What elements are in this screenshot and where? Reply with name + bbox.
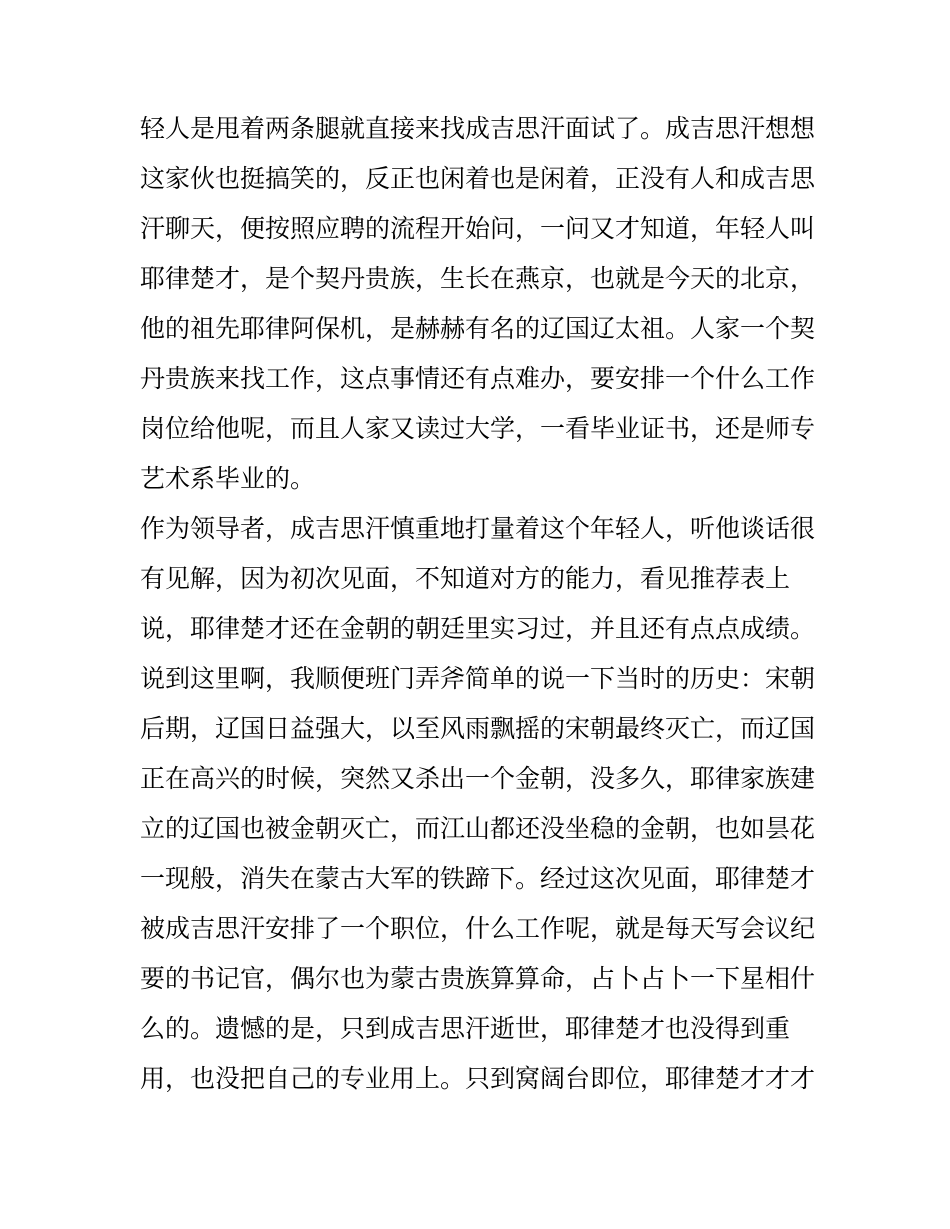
text-line: 艺术系毕业的。 bbox=[140, 464, 316, 493]
text-line: 要的书记官，偶尔也为蒙古贵族算算命，占卜占卜一下星相什 bbox=[140, 964, 816, 993]
text-line: 岗位给他呢，而且人家又读过大学，一看毕业证书，还是师专 bbox=[140, 414, 816, 443]
text-line: 耶律楚才，是个契丹贵族，生长在燕京，也就是今天的北京， bbox=[140, 264, 816, 293]
body-text bbox=[140, 104, 820, 1104]
text-line: 正在高兴的时候，突然又杀出一个金朝，没多久，耶律家族建 bbox=[140, 764, 816, 793]
text-line: 轻人是甩着两条腿就直接来找成吉思汗面试了。成吉思汗想想 bbox=[140, 114, 816, 143]
text-line: 后期，辽国日益强大，以至风雨飘摇的宋朝最终灭亡，而辽国 bbox=[140, 714, 816, 743]
text-line: 说，耶律楚才还在金朝的朝廷里实习过，并且还有点点成绩。 bbox=[140, 614, 816, 643]
text-line: 汗聊天，便按照应聘的流程开始问，一问又才知道，年轻人叫 bbox=[140, 214, 816, 243]
text-line: 有见解，因为初次见面，不知道对方的能力，看见推荐表上 bbox=[140, 564, 791, 593]
text-line: 丹贵族来找工作，这点事情还有点难办，要安排一个什么工作 bbox=[140, 364, 816, 393]
text-line: 立的辽国也被金朝灭亡，而江山都还没坐稳的金朝，也如昙花 bbox=[140, 814, 816, 843]
text-line: 这家伙也挺搞笑的，反正也闲着也是闲着，正没有人和成吉思 bbox=[140, 164, 816, 193]
text-line: 被成吉思汗安排了一个职位，什么工作呢，就是每天写会议纪 bbox=[140, 914, 816, 943]
text-line: 么的。遗憾的是，只到成吉思汗逝世，耶律楚才也没得到重 bbox=[140, 1014, 791, 1043]
text-line: 一现般，消失在蒙古大军的铁蹄下。经过这次见面，耶律楚才 bbox=[140, 864, 816, 893]
text-line: 作为领导者，成吉思汗慎重地打量着这个年轻人，听他谈话很 bbox=[140, 514, 816, 543]
text-line: 用，也没把自己的专业用上。只到窝阔台即位，耶律楚才才才 bbox=[140, 1064, 816, 1093]
text-line: 他的祖先耶律阿保机，是赫赫有名的辽国辽太祖。人家一个契 bbox=[140, 314, 816, 343]
text-line: 说到这里啊，我顺便班门弄斧简单的说一下当时的历史：宋朝 bbox=[140, 664, 816, 693]
